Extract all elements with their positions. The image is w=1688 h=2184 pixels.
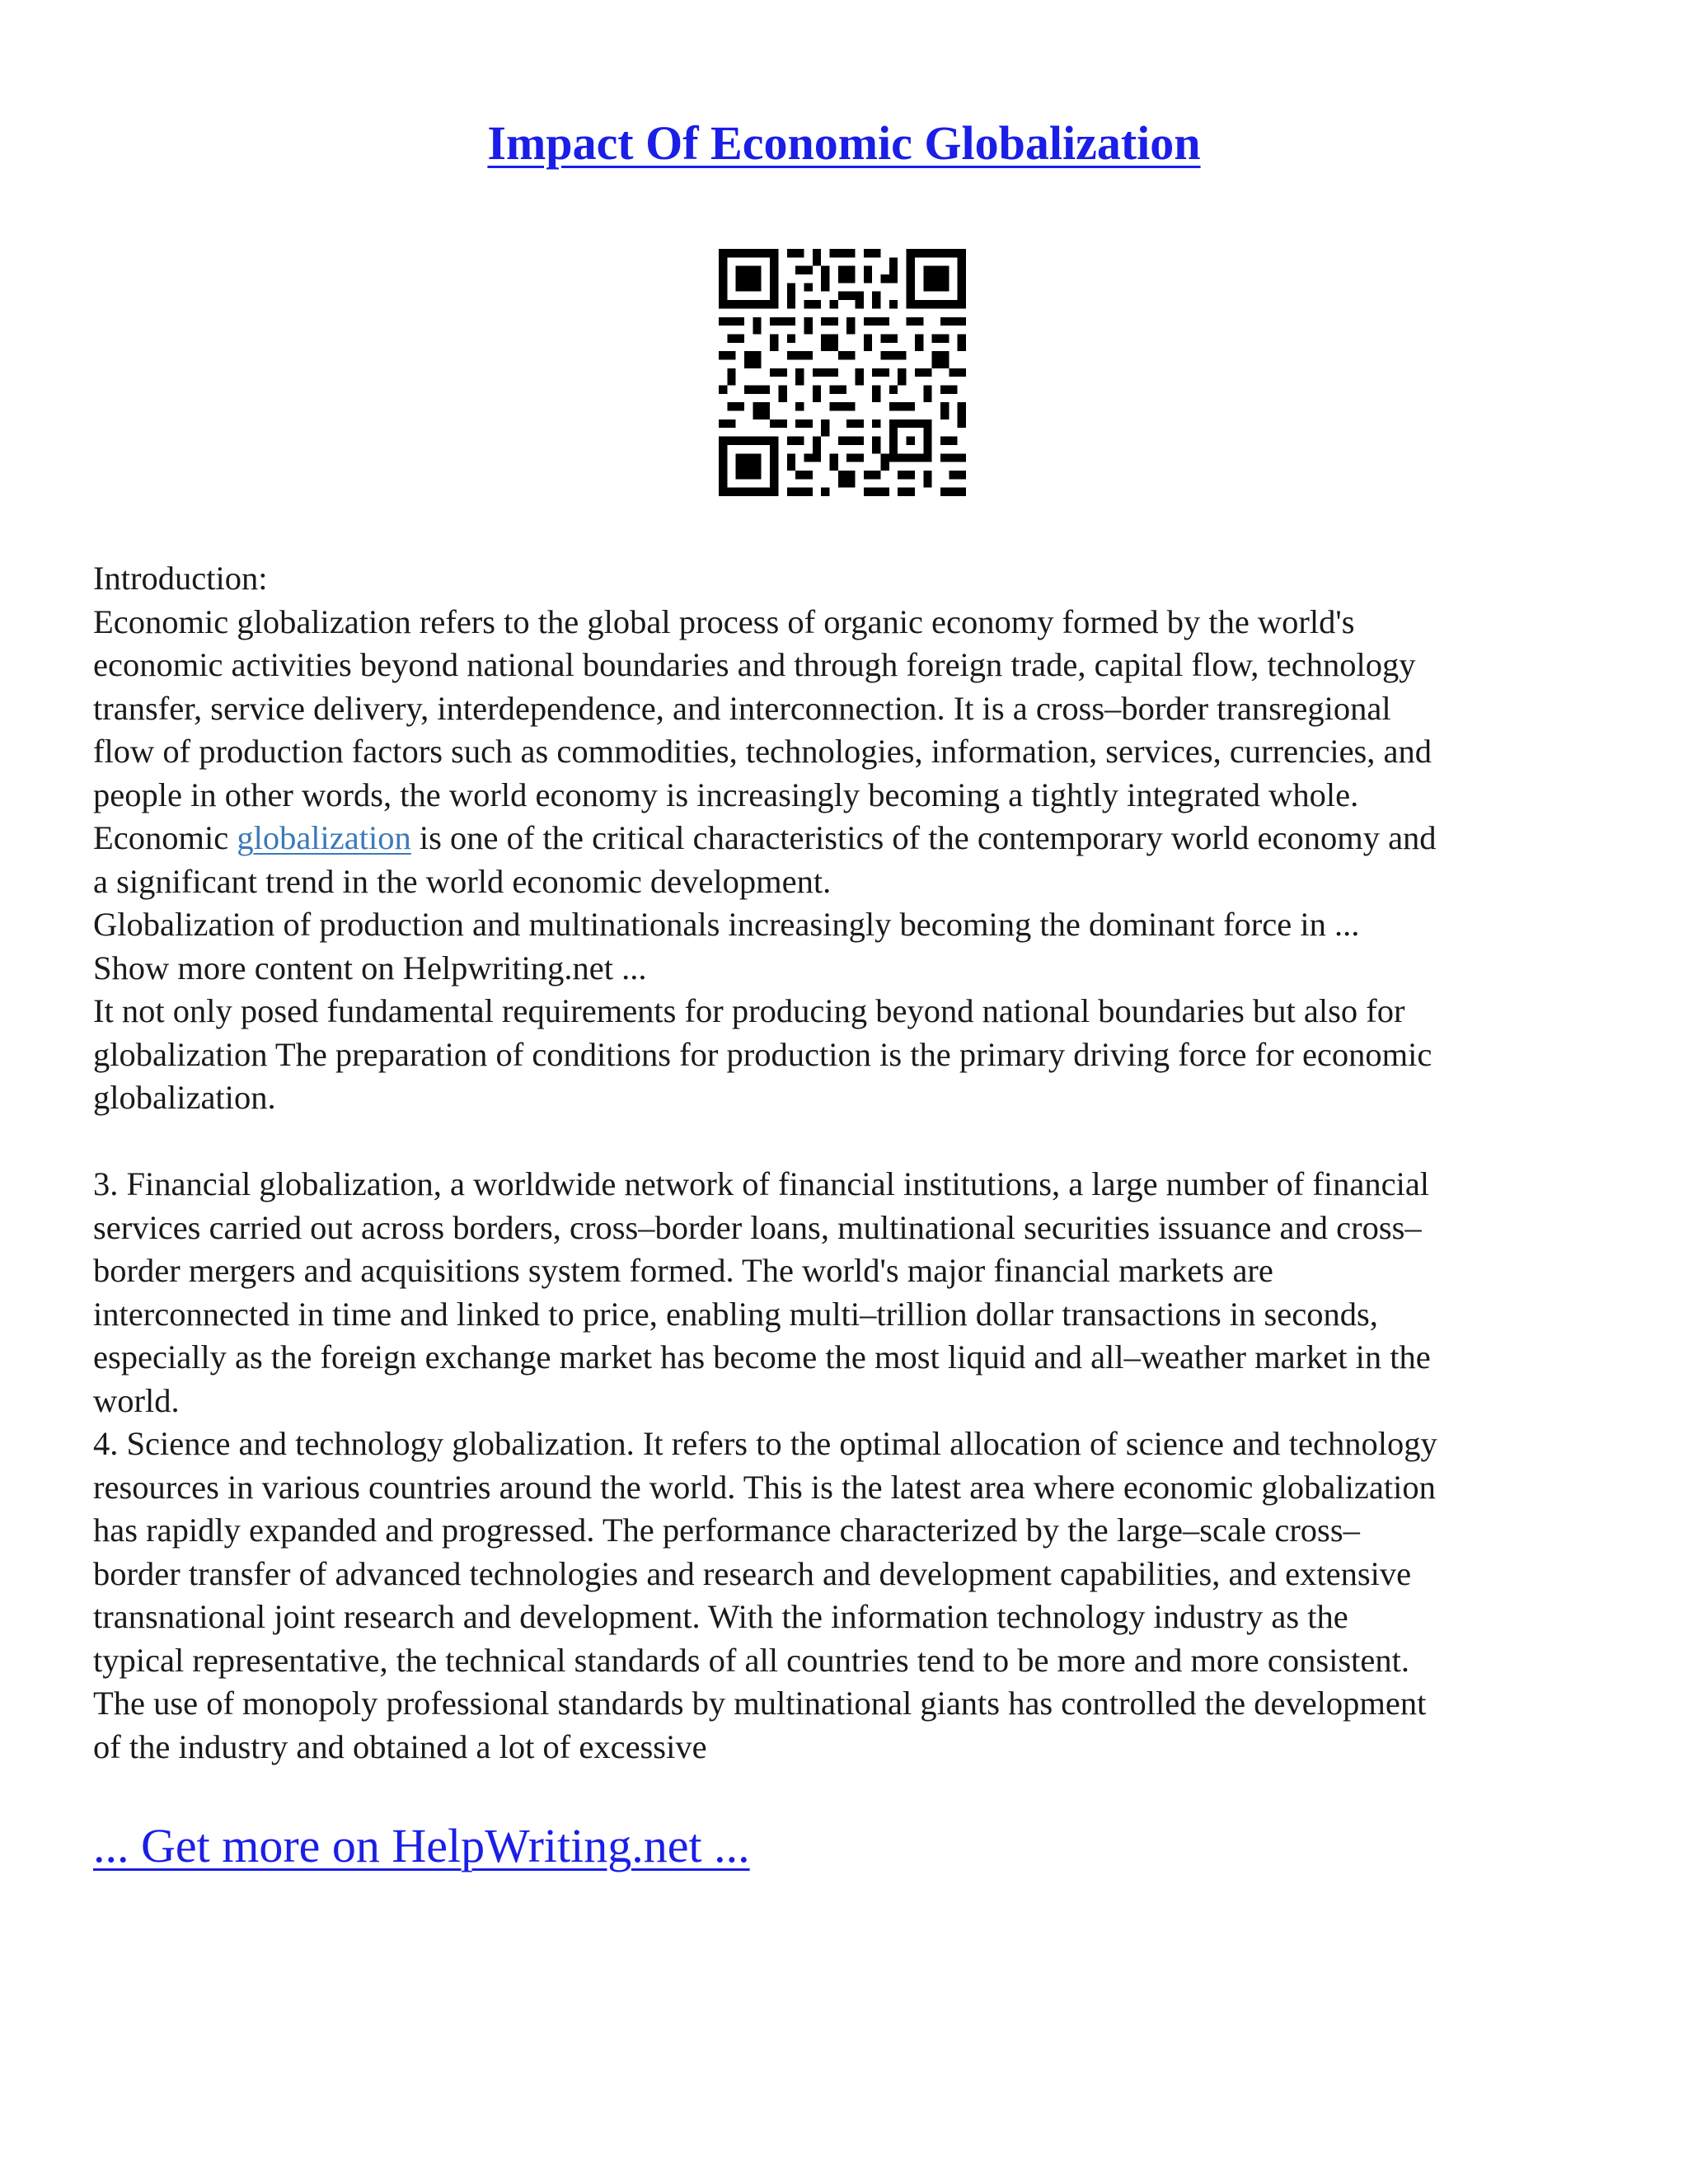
- text-line: Economic globalization refers to the global process of organic economy formed by the world's: [93, 602, 1355, 640]
- link-line-before: Economic: [93, 819, 237, 856]
- text-line: has rapidly expanded and progressed. The performance characterized by the large–scale cross–: [93, 1511, 1360, 1549]
- show-more-text: Show more content on Helpwriting.net ...: [93, 949, 647, 987]
- text-line: Introduction:: [93, 560, 268, 597]
- link-line-after: is one of the critical characteristics of the contemporary world economy and: [410, 819, 1437, 856]
- text-line: It not only posed fundamental requirements for producing beyond national boundaries but also for: [93, 992, 1405, 1029]
- text-line: flow of production factors such as commodities, technologies, information, services, currencies, and: [93, 733, 1432, 770]
- text-line: border mergers and acquisitions system formed. The world's major financial markets are: [93, 1252, 1273, 1289]
- text-line-with-link: [93, 817, 1601, 860]
- text-line: economic activities beyond national boundaries and through foreign trade, capital flow, technology: [93, 646, 1416, 683]
- text-line: services carried out across borders, cross–border loans, multinational securities issuance and cross–: [93, 1208, 1422, 1246]
- text-line: of the industry and obtained a lot of excessive: [93, 1727, 707, 1765]
- text-line: world.: [93, 1381, 180, 1419]
- globalization-link[interactable]: globalization: [237, 819, 411, 856]
- article-body: [93, 557, 1601, 1769]
- text-line: a significant trend in the world economic development.: [93, 862, 832, 900]
- text-line: people in other words, the world economy is increasingly becoming a tightly integrated whole.: [93, 776, 1359, 813]
- text-line: transfer, service delivery, interdependence, and interconnection. It is a cross–border transregional: [93, 689, 1391, 727]
- text-line: globalization The preparation of conditions for production is the primary driving force for economic: [93, 1035, 1432, 1073]
- text-line: interconnected in time and linked to price, enabling multi–trillion dollar transactions in seconds,: [93, 1295, 1378, 1333]
- text-line: The use of monopoly professional standards by multinational giants has controlled the development: [93, 1685, 1427, 1722]
- text-line: globalization.: [93, 1079, 276, 1116]
- text-line: especially as the foreign exchange market has become the most liquid and all–weather market in the: [93, 1338, 1431, 1376]
- qr-code-icon: [719, 249, 966, 496]
- title-container: [0, 115, 1688, 171]
- text-line: Globalization of production and multinationals increasingly becoming the dominant force in ...: [93, 906, 1360, 943]
- paragraph-spacer: [93, 1120, 1601, 1164]
- page-title-link[interactable]: Impact Of Economic Globalization: [487, 116, 1201, 170]
- get-more-link[interactable]: ... Get more on HelpWriting.net ...: [93, 1819, 750, 1872]
- text-line: resources in various countries around the world. This is the latest area where economic globalization: [93, 1468, 1436, 1506]
- text-line: typical representative, the technical standards of all countries tend to be more and more consistent.: [93, 1641, 1409, 1679]
- text-line: transnational joint research and development. With the information technology industry as the: [93, 1598, 1348, 1635]
- text-line: border transfer of advanced technologies and research and development capabilities, and extensive: [93, 1554, 1412, 1592]
- text-line: 3. Financial globalization, a worldwide network of financial institutions, a large number of financial: [93, 1165, 1430, 1202]
- text-line: 4. Science and technology globalization. It refers to the optimal allocation of science and technology: [93, 1425, 1437, 1462]
